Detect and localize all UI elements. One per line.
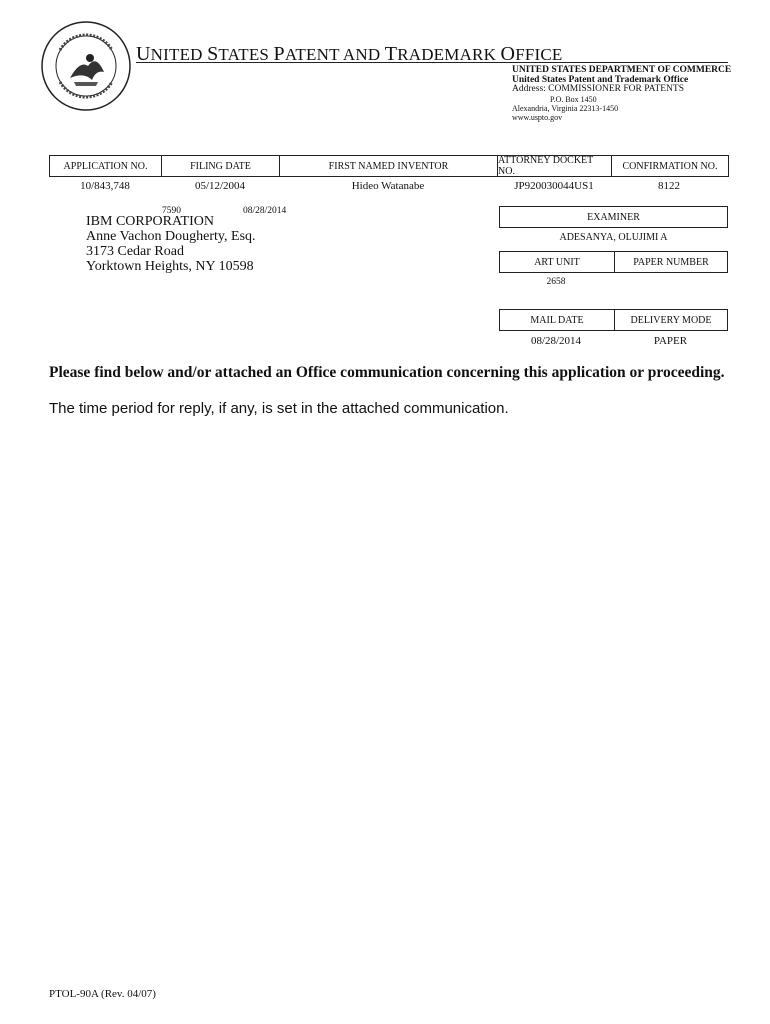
delivery-mode-label: DELIVERY MODE bbox=[630, 314, 712, 326]
paper-number-label: PAPER NUMBER bbox=[633, 256, 709, 268]
office-title: UNITED STATES PATENT AND TRADEMARK OFFICE bbox=[136, 43, 563, 65]
art-unit-value: 2658 bbox=[546, 277, 566, 287]
info-table-values bbox=[49, 180, 729, 192]
header-rule bbox=[136, 62, 728, 63]
po-box: P.O. Box 1450 bbox=[550, 94, 597, 104]
examiner-name: ADESANYA, OLUJIMI A bbox=[559, 232, 668, 243]
examiner-label: EXAMINER bbox=[499, 206, 728, 228]
address-line-3: 3173 Cedar Road bbox=[86, 244, 184, 259]
art-unit-header bbox=[499, 251, 728, 273]
address-line-4: Yorktown Heights, NY 10598 bbox=[86, 259, 254, 274]
address-line-1: IBM CORPORATION bbox=[86, 214, 214, 229]
uspto-seal bbox=[40, 20, 132, 112]
art-unit-label: ART UNIT bbox=[500, 252, 615, 272]
customer-number: 7590 bbox=[162, 206, 181, 216]
value-attorney-docket-no: JP920030044US1 bbox=[514, 180, 594, 192]
value-first-named-inventor: Hideo Watanabe bbox=[351, 180, 425, 192]
correspondence-address bbox=[86, 214, 256, 274]
city: Alexandria, Virginia 22313-1450 bbox=[512, 103, 619, 113]
department-block bbox=[512, 66, 731, 122]
delivery-mode-value: PAPER bbox=[653, 335, 688, 347]
value-confirmation-no: 8122 bbox=[658, 180, 680, 192]
header-application-no: APPLICATION NO. bbox=[50, 156, 162, 176]
agency-name: United States Patent and Trademark Office bbox=[512, 74, 689, 85]
form-number: PTOL-90A (Rev. 04/07) bbox=[49, 988, 156, 1000]
department-name: UNITED STATES DEPARTMENT OF COMMERCE bbox=[512, 65, 732, 75]
value-filing-date: 05/12/2004 bbox=[194, 180, 246, 192]
office-communication-notice: Please find below and/or attached an Office communication concerning this application or proceeding. bbox=[49, 364, 725, 381]
correspondence-date: 08/28/2014 bbox=[243, 206, 287, 216]
value-application-no: 10/843,748 bbox=[80, 180, 130, 192]
website: www.uspto.gov bbox=[512, 112, 563, 122]
reply-period-notice: The time period for reply, if any, is set in the attached communication. bbox=[49, 400, 509, 417]
header-confirmation-no: CONFIRMATION NO. bbox=[622, 160, 718, 172]
header-attorney-docket-no: ATTORNEY DOCKET NO. bbox=[498, 156, 612, 176]
mail-date-label: MAIL DATE bbox=[500, 310, 615, 330]
mail-date-header bbox=[499, 309, 728, 331]
address-line: Address: COMMISSIONER FOR PATENTS bbox=[512, 84, 684, 94]
header-first-named-inventor: FIRST NAMED INVENTOR bbox=[280, 156, 498, 176]
info-table-header bbox=[49, 155, 729, 177]
mail-date-value: 08/28/2014 bbox=[530, 335, 582, 347]
header-filing-date: FILING DATE bbox=[162, 156, 280, 176]
address-line-2: Anne Vachon Dougherty, Esq. bbox=[86, 229, 256, 244]
